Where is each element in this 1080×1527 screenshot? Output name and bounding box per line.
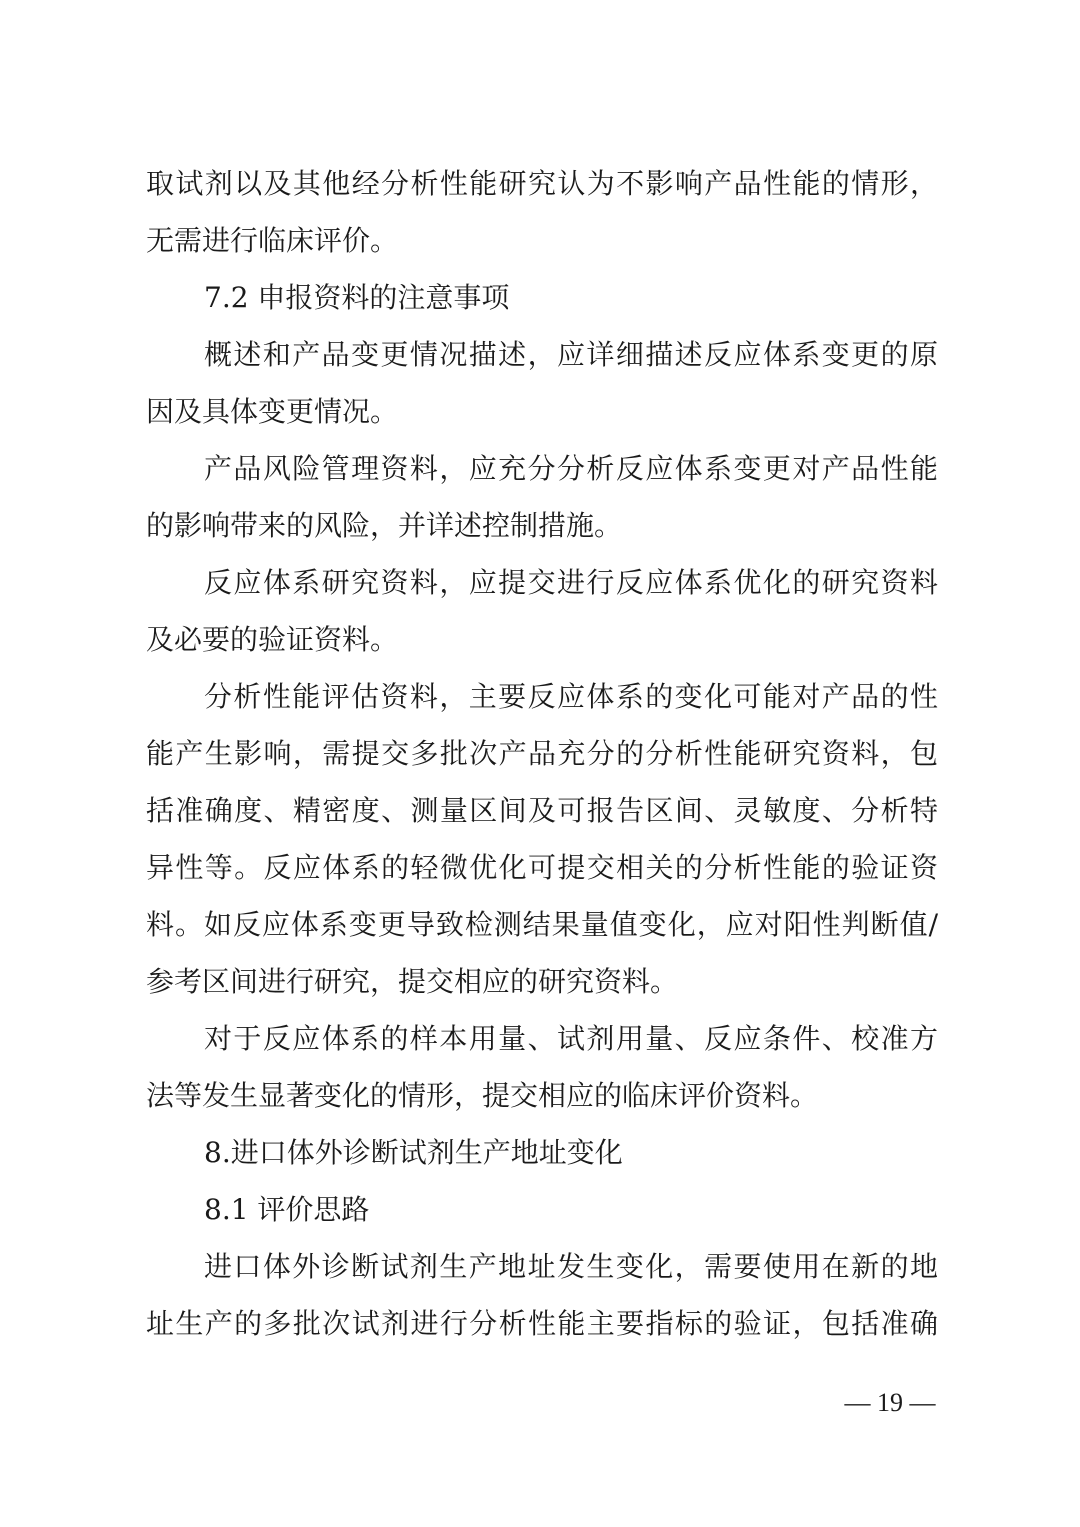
text-line: 反应体系研究资料，应提交进行反应体系优化的研究资料 [204,566,938,599]
text-line: 因及具体变更情况。 [146,395,399,428]
text-line: 法等发生显著变化的情形，提交相应的临床评价资料。 [146,1079,819,1112]
section-heading: 7.2 申报资料的注意事项 [204,281,510,314]
text-line: 分析性能评估资料，主要反应体系的变化可能对产品的性 [204,680,938,713]
text-line: 括准确度、精密度、测量区间及可报告区间、灵敏度、分析特 [146,794,938,827]
text-line: 概述和产品变更情况描述，应详细描述反应体系变更的原 [204,338,938,371]
text-line: 址生产的多批次试剂进行分析性能主要指标的验证，包括准确 [146,1307,938,1340]
text-line: 的影响带来的风险，并详述控制措施。 [146,509,623,542]
section-heading: 8.进口体外诊断试剂生产地址变化 [204,1136,623,1169]
subsection-heading: 8.1 评价思路 [204,1193,370,1226]
text-line: 进口体外诊断试剂生产地址发生变化，需要使用在新的地 [204,1250,938,1283]
text-line: 料。如反应体系变更导致检测结果量值变化，应对阳性判断值/ [146,908,938,941]
text-line: 产品风险管理资料，应充分分析反应体系变更对产品性能 [204,452,938,485]
text-line: 取试剂以及其他经分析性能研究认为不影响产品性能的情形， [146,167,938,200]
text-line: 参考区间进行研究，提交相应的研究资料。 [146,965,679,998]
text-line: 及必要的验证资料。 [146,623,399,656]
text-line: 对于反应体系的样本用量、试剂用量、反应条件、校准方 [204,1022,938,1055]
text-line: 能产生影响，需提交多批次产品充分的分析性能研究资料，包 [146,737,938,770]
text-line: 无需进行临床评价。 [146,224,399,257]
body-text [146,155,938,1352]
page-number: — 19 — [844,1388,936,1417]
text-line: 异性等。反应体系的轻微优化可提交相关的分析性能的验证资 [146,851,938,884]
